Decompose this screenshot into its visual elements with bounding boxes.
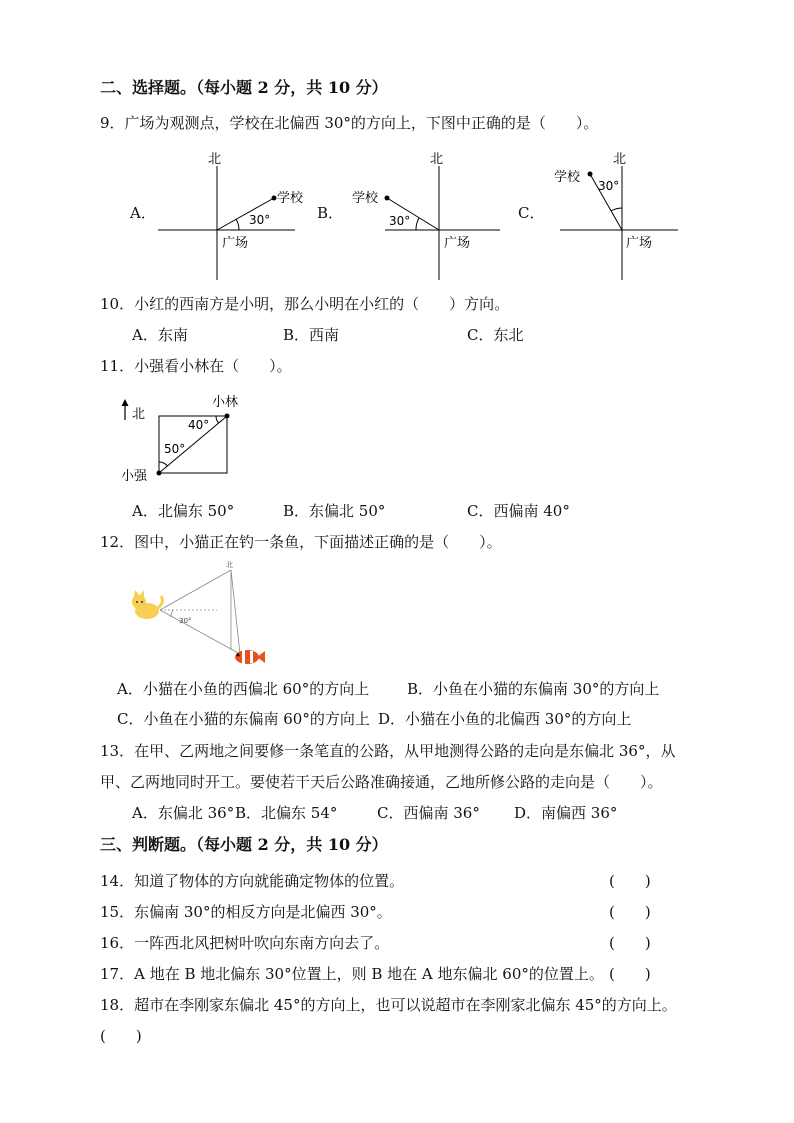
question-11-stem: 11．小强看小林在（ ）。: [100, 357, 292, 375]
q9a-school-label: 学校: [277, 191, 304, 206]
q11-angle-top-label: 40°: [188, 418, 210, 432]
q9c-angle-label: 30°: [598, 179, 620, 193]
section-title-choice: 二、选择题。（每小题 2 分，共 10 分）: [100, 78, 388, 97]
question-12-stem: 12．图中，小猫正在钓一条鱼，下面描述正确的是（ ）。: [100, 533, 502, 551]
q11-xiaolin-label: 小林: [212, 395, 239, 410]
q12-diagram: [125, 558, 275, 670]
judge-15-answer-blank[interactable]: ( ): [609, 903, 651, 921]
q9b-square-label: 广场: [444, 236, 471, 251]
judge-17-text: 17．A 地在 B 地北偏东 30°位置上，则 B 地在 A 地东偏北 60°的位置上。: [100, 965, 604, 983]
q12-option-c: C．小鱼在小猫的东偏南 60°的方向上: [117, 710, 370, 728]
question-9-stem: 9．广场为观测点，学校在北偏西 30°的方向上，下图中正确的是（ ）。: [100, 114, 599, 132]
section-title-judge: 三、判断题。（每小题 2 分，共 10 分）: [100, 835, 388, 854]
q10-option-b: B．西南: [283, 326, 340, 344]
judge-16-text: 16．一阵西北风把树叶吹向东南方向去了。: [100, 934, 390, 952]
q10-option-a: A．东南: [132, 326, 188, 344]
judge-18-text: 18．超市在李刚家东偏北 45°的方向上，也可以说超市在李刚家北偏东 45°的方向上。: [100, 996, 677, 1014]
q13-option-c: C．西偏南 36°: [377, 804, 480, 822]
fish-icon: [235, 650, 265, 664]
q9b-school-label: 学校: [352, 191, 379, 206]
q9b-north-label: 北: [430, 152, 444, 167]
q11-angle-bottom-label: 50°: [164, 442, 186, 456]
q12-option-b: B．小鱼在小猫的东偏南 30°的方向上: [407, 680, 660, 698]
q11-north-label: 北: [132, 407, 146, 422]
question-10-stem: 10．小红的西南方是小明，那么小明在小红的（ ）方向。: [100, 295, 510, 313]
q9-diagram-c: [550, 148, 690, 283]
judge-16-answer-blank[interactable]: ( ): [609, 934, 651, 952]
question-13-line1: 13．在甲、乙两地之间要修一条笔直的公路，从甲地测得公路的走向是东偏北 36°，从: [100, 742, 676, 760]
q9-option-b-letter: B．: [317, 204, 344, 222]
q9b-angle-label: 30°: [389, 214, 411, 228]
q11-option-b: B．东偏北 50°: [283, 502, 386, 520]
q12-north-label: 北: [226, 561, 233, 569]
judge-14-answer-blank[interactable]: ( ): [609, 872, 651, 890]
q11-option-a: A．北偏东 50°: [132, 502, 235, 520]
q13-option-b: B．北偏东 54°: [235, 804, 338, 822]
q13-option-d: D．南偏西 36°: [514, 804, 618, 822]
q10-option-c: C．东北: [467, 326, 524, 344]
q12-angle-label: 30°: [179, 617, 192, 625]
q11-option-c: C．西偏南 40°: [467, 502, 570, 520]
judge-18-answer-blank[interactable]: ( ): [100, 1027, 142, 1045]
q9-option-a-letter: A．: [130, 204, 156, 222]
cat-icon: [132, 590, 162, 619]
q9-option-c-letter: C．: [518, 204, 545, 222]
judge-17-answer-blank[interactable]: ( ): [609, 965, 651, 983]
q9-diagram-a: [155, 148, 315, 283]
judge-15-text: 15．东偏南 30°的相反方向是北偏西 30°。: [100, 903, 392, 921]
judge-14-text: 14．知道了物体的方向就能确定物体的位置。: [100, 872, 405, 890]
q12-option-d: D．小猫在小鱼的北偏西 30°的方向上: [378, 710, 632, 728]
q9a-square-label: 广场: [222, 236, 249, 251]
q9a-north-label: 北: [208, 152, 222, 167]
q9-diagram-b: [350, 148, 510, 283]
q11-diagram: [115, 390, 250, 490]
q11-xiaoqiang-label: 小强: [121, 469, 148, 484]
q9c-school-label: 学校: [554, 170, 581, 185]
q12-option-a: A．小猫在小鱼的西偏北 60°的方向上: [117, 680, 370, 698]
q9c-north-label: 北: [613, 152, 627, 167]
question-13-line2: 甲、乙两地同时开工。要使若干天后公路准确接通，乙地所修公路的走向是（ ）。: [100, 773, 663, 791]
q9c-square-label: 广场: [626, 236, 653, 251]
q9a-angle-label: 30°: [249, 213, 271, 227]
q13-option-a: A．东偏北 36°: [132, 804, 235, 822]
